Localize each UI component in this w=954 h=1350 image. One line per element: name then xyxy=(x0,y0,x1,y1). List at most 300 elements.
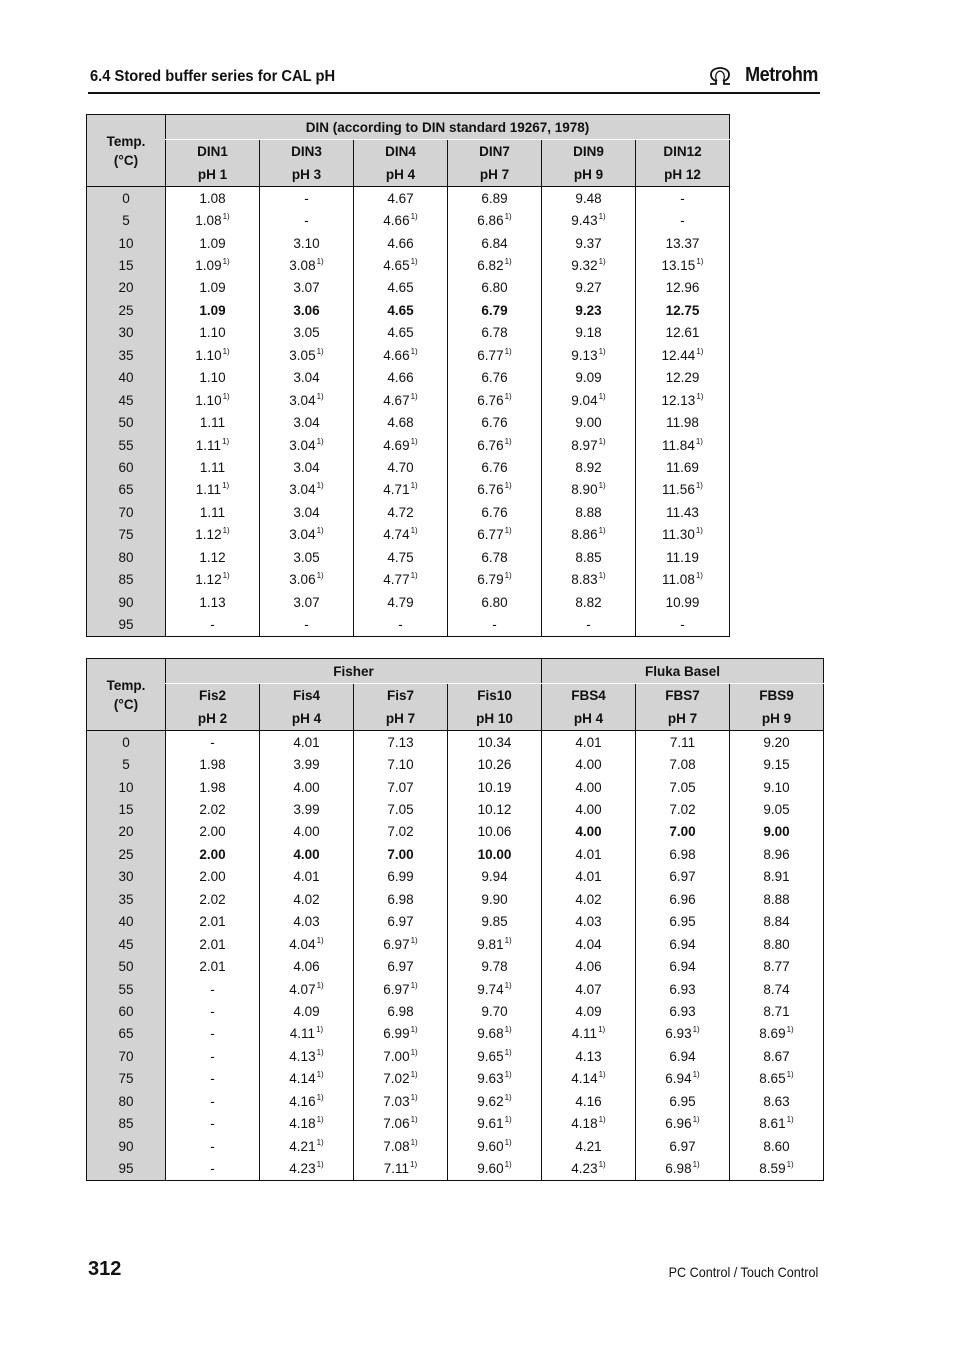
footnote-marker: 1) xyxy=(316,1047,324,1057)
value-cell: 4.02 xyxy=(260,888,354,910)
table-row xyxy=(87,753,824,775)
value-cell: 9.81$^{1)}$ xyxy=(448,933,542,955)
value-cell: 8.88 xyxy=(730,888,824,910)
table-row xyxy=(87,254,730,276)
value-cell: 2.02 xyxy=(166,888,260,910)
footnote-marker: 1) xyxy=(504,1070,512,1080)
value-cell: 9.09 xyxy=(542,367,636,389)
value-cell: 6.76 xyxy=(448,367,542,389)
value-cell: 6.95 xyxy=(636,1090,730,1112)
temp-cell: 60 xyxy=(87,1000,166,1022)
footnote-marker: 1) xyxy=(598,257,606,267)
value-cell: - xyxy=(166,978,260,1000)
temp-cell: 80 xyxy=(87,1090,166,1112)
temp-cell: 80 xyxy=(87,546,166,568)
footnote-marker: 1) xyxy=(504,481,512,491)
value-cell: - xyxy=(166,1135,260,1157)
table-row xyxy=(87,978,824,1000)
value-cell: 4.65 xyxy=(354,277,448,299)
temp-cell: 15 xyxy=(87,798,166,820)
value-cell: 6.94 xyxy=(636,955,730,977)
value-cell: 4.66 xyxy=(354,367,448,389)
value-cell: 12.29 xyxy=(636,367,730,389)
value-cell: 6.78 xyxy=(448,322,542,344)
value-cell: 7.05 xyxy=(636,776,730,798)
temp-cell: 40 xyxy=(87,911,166,933)
value-cell: 4.68 xyxy=(354,411,448,433)
value-cell: 6.80 xyxy=(448,277,542,299)
value-cell: 9.90 xyxy=(448,888,542,910)
temp-cell: 95 xyxy=(87,1157,166,1180)
table-row xyxy=(87,1045,824,1067)
footnote-marker: 1) xyxy=(410,1025,418,1035)
footnote-marker: 1) xyxy=(504,257,512,267)
value-cell: 1.98 xyxy=(166,753,260,775)
temp-cell: 85 xyxy=(87,1112,166,1134)
value-cell: 9.15 xyxy=(730,753,824,775)
value-cell: 4.67 xyxy=(354,187,448,210)
value-cell: 4.23$^{1)}$ xyxy=(260,1157,354,1180)
value-cell: 6.98 xyxy=(636,843,730,865)
value-cell: 1.12 xyxy=(166,546,260,568)
footnote-marker: 1) xyxy=(316,436,324,446)
footnote-marker: 1) xyxy=(598,391,606,401)
value-cell: 11.30$^{1)}$ xyxy=(636,524,730,546)
value-cell: 9.85 xyxy=(448,911,542,933)
value-cell: 13.37 xyxy=(636,232,730,254)
table-row xyxy=(87,911,824,933)
value-cell: 9.61$^{1)}$ xyxy=(448,1112,542,1134)
footnote-marker: 1) xyxy=(504,436,512,446)
temp-cell: 30 xyxy=(87,322,166,344)
value-cell: 10.12 xyxy=(448,798,542,820)
table-row xyxy=(87,821,824,843)
footnote-marker: 1) xyxy=(786,1070,794,1080)
value-cell: 4.65 xyxy=(354,299,448,321)
value-cell: 9.60$^{1)}$ xyxy=(448,1157,542,1180)
value-cell: 8.71 xyxy=(730,1000,824,1022)
value-cell: 6.84 xyxy=(448,232,542,254)
value-cell: 1.10$^{1)}$ xyxy=(166,344,260,366)
column-ph: pH 12 xyxy=(636,162,730,187)
temp-cell: 70 xyxy=(87,501,166,523)
value-cell: 4.65$^{1)}$ xyxy=(354,254,448,276)
table-row xyxy=(87,322,730,344)
value-cell: 9.20 xyxy=(730,731,824,754)
footnote-marker: 1) xyxy=(504,935,512,945)
footnote-marker: 1) xyxy=(316,980,324,990)
value-cell: 9.74$^{1)}$ xyxy=(448,978,542,1000)
value-cell: 4.00 xyxy=(542,776,636,798)
value-cell: 10.19 xyxy=(448,776,542,798)
fisher-fluka-buffer-table xyxy=(86,658,824,1181)
temp-cell: 85 xyxy=(87,568,166,590)
value-cell: 9.48 xyxy=(542,187,636,210)
footnote-marker: 1) xyxy=(316,391,324,401)
value-cell: 11.69 xyxy=(636,456,730,478)
value-cell: 9.62$^{1)}$ xyxy=(448,1090,542,1112)
value-cell: 7.08 xyxy=(636,753,730,775)
value-cell: 4.23$^{1)}$ xyxy=(542,1157,636,1180)
temp-cell: 70 xyxy=(87,1045,166,1067)
footnote-marker: 1) xyxy=(316,1070,324,1080)
column-ph: pH 9 xyxy=(542,162,636,187)
column-ph: pH 2 xyxy=(166,706,260,731)
temp-cell: 65 xyxy=(87,479,166,501)
temp-header xyxy=(87,659,166,731)
value-cell: - xyxy=(166,1045,260,1067)
value-cell: 7.02$^{1)}$ xyxy=(354,1068,448,1090)
value-cell: 4.66 xyxy=(354,232,448,254)
table-row xyxy=(87,367,730,389)
value-cell: 7.00 xyxy=(636,821,730,843)
value-cell: - xyxy=(354,613,448,636)
value-cell: 7.07 xyxy=(354,776,448,798)
temp-cell: 95 xyxy=(87,613,166,636)
value-cell: 8.90$^{1)}$ xyxy=(542,479,636,501)
value-cell: 1.12$^{1)}$ xyxy=(166,568,260,590)
value-cell: 4.13 xyxy=(542,1045,636,1067)
value-cell: 4.00 xyxy=(542,753,636,775)
footnote-marker: 1) xyxy=(786,1115,794,1125)
footnote-marker: 1) xyxy=(316,1092,324,1102)
temp-cell: 15 xyxy=(87,254,166,276)
footnote-marker: 1) xyxy=(410,481,418,491)
temp-cell: 55 xyxy=(87,978,166,1000)
temp-cell: 45 xyxy=(87,933,166,955)
value-cell: 8.91 xyxy=(730,866,824,888)
value-cell: 4.01 xyxy=(542,731,636,754)
value-cell: 2.01 xyxy=(166,933,260,955)
footnote-marker: 1) xyxy=(410,571,418,581)
footnote-marker: 1) xyxy=(695,571,703,581)
footnote-marker: 1) xyxy=(504,1115,512,1125)
value-cell: 9.37 xyxy=(542,232,636,254)
value-cell: - xyxy=(166,731,260,754)
footnote-marker: 1) xyxy=(786,1160,794,1170)
value-cell: 6.97$^{1)}$ xyxy=(354,978,448,1000)
footnote-marker: 1) xyxy=(410,346,418,356)
footnote-marker: 1) xyxy=(316,526,324,536)
value-cell: 10.06 xyxy=(448,821,542,843)
value-cell: 6.89 xyxy=(448,187,542,210)
value-cell: 12.75 xyxy=(636,299,730,321)
value-cell: 4.66$^{1)}$ xyxy=(354,209,448,231)
footnote-marker: 1) xyxy=(410,1137,418,1147)
value-cell: 2.00 xyxy=(166,866,260,888)
temp-cell: 25 xyxy=(87,843,166,865)
column-name: DIN7 xyxy=(448,140,542,163)
value-cell: 4.66$^{1)}$ xyxy=(354,344,448,366)
footnote-marker: 1) xyxy=(316,346,324,356)
table-row xyxy=(87,524,730,546)
section-title: 6.4 Stored buffer series for CAL pH xyxy=(90,68,336,85)
value-cell: 4.71$^{1)}$ xyxy=(354,479,448,501)
footnote-marker: 1) xyxy=(504,526,512,536)
value-cell: 2.01 xyxy=(166,911,260,933)
value-cell: 6.76$^{1)}$ xyxy=(448,389,542,411)
footnote-marker: 1) xyxy=(316,571,324,581)
value-cell: 4.00 xyxy=(260,843,354,865)
value-cell: 9.32$^{1)}$ xyxy=(542,254,636,276)
footnote-marker: 1) xyxy=(696,257,704,267)
value-cell: 1.10$^{1)}$ xyxy=(166,389,260,411)
temp-cell: 10 xyxy=(87,232,166,254)
temp-cell: 55 xyxy=(87,434,166,456)
temp-cell: 30 xyxy=(87,866,166,888)
footnote-marker: 1) xyxy=(598,212,606,222)
footnote-marker: 1) xyxy=(222,257,230,267)
table-row xyxy=(87,501,730,523)
value-cell: - xyxy=(260,613,354,636)
value-cell: 9.18 xyxy=(542,322,636,344)
footnote-marker: 1) xyxy=(222,346,230,356)
footnote-marker: 1) xyxy=(692,1025,700,1035)
value-cell: 11.84$^{1)}$ xyxy=(636,434,730,456)
value-cell: 1.10 xyxy=(166,367,260,389)
footnote-marker: 1) xyxy=(410,1070,418,1080)
value-cell: 1.11 xyxy=(166,501,260,523)
value-cell: 4.00 xyxy=(542,821,636,843)
value-cell: 4.21$^{1)}$ xyxy=(260,1135,354,1157)
value-cell: 8.60 xyxy=(730,1135,824,1157)
value-cell: 8.92 xyxy=(542,456,636,478)
value-cell: 6.78 xyxy=(448,546,542,568)
value-cell: 12.61 xyxy=(636,322,730,344)
table-row xyxy=(87,568,730,590)
footnote-marker: 1) xyxy=(696,391,704,401)
page-number: 312 xyxy=(88,1258,122,1280)
column-ph: pH 10 xyxy=(448,706,542,731)
value-cell: 9.60$^{1)}$ xyxy=(448,1135,542,1157)
footnote-marker: 1) xyxy=(504,571,512,581)
value-cell: - xyxy=(260,187,354,210)
value-cell: 4.13$^{1)}$ xyxy=(260,1045,354,1067)
value-cell: 3.07 xyxy=(260,277,354,299)
footnote-marker: 1) xyxy=(598,571,606,581)
column-ph: pH 4 xyxy=(260,706,354,731)
value-cell: 6.97 xyxy=(354,955,448,977)
footnote-marker: 1) xyxy=(598,1160,606,1170)
value-cell: 8.59$^{1)}$ xyxy=(730,1157,824,1180)
footnote-marker: 1) xyxy=(410,257,418,267)
temp-cell: 75 xyxy=(87,524,166,546)
value-cell: 8.74 xyxy=(730,978,824,1000)
value-cell: 4.01 xyxy=(260,866,354,888)
footnote-marker: 1) xyxy=(504,980,512,990)
value-cell: 6.96 xyxy=(636,888,730,910)
value-cell: 4.72 xyxy=(354,501,448,523)
value-cell: 4.75 xyxy=(354,546,448,568)
value-cell: - xyxy=(166,1068,260,1090)
value-cell: - xyxy=(166,1023,260,1045)
value-cell: 1.09$^{1)}$ xyxy=(166,254,260,276)
value-cell: 3.04$^{1)}$ xyxy=(260,479,354,501)
value-cell: 3.04 xyxy=(260,411,354,433)
footnote-marker: 1) xyxy=(410,391,418,401)
value-cell: - xyxy=(260,209,354,231)
value-cell: 4.01 xyxy=(542,843,636,865)
temp-cell: 0 xyxy=(87,731,166,754)
temp-header-label: Temp. xyxy=(106,133,146,149)
table-row xyxy=(87,731,824,754)
value-cell: 6.94 xyxy=(636,933,730,955)
table-row xyxy=(87,1000,824,1022)
value-cell: 3.10 xyxy=(260,232,354,254)
value-cell: 11.98 xyxy=(636,411,730,433)
value-cell: 10.34 xyxy=(448,731,542,754)
value-cell: 11.43 xyxy=(636,501,730,523)
footnote-marker: 1) xyxy=(222,391,230,401)
value-cell: 3.05$^{1)}$ xyxy=(260,344,354,366)
value-cell: 3.99 xyxy=(260,798,354,820)
value-cell: 6.94$^{1)}$ xyxy=(636,1068,730,1090)
value-cell: 6.97 xyxy=(636,1135,730,1157)
value-cell: 4.06 xyxy=(260,955,354,977)
value-cell: 4.01 xyxy=(542,866,636,888)
table-row xyxy=(87,955,824,977)
value-cell: 6.94 xyxy=(636,1045,730,1067)
value-cell: 1.08$^{1)}$ xyxy=(166,209,260,231)
value-cell: 6.77$^{1)}$ xyxy=(448,524,542,546)
table-row xyxy=(87,277,730,299)
footnote-marker: 1) xyxy=(222,212,230,222)
footnote-marker: 1) xyxy=(316,1115,324,1125)
value-cell: 8.61$^{1)}$ xyxy=(730,1112,824,1134)
table-row xyxy=(87,232,730,254)
footnote-marker: 1) xyxy=(786,1025,794,1035)
footnote-marker: 1) xyxy=(222,436,230,446)
value-cell: 6.93 xyxy=(636,1000,730,1022)
value-cell: 3.08$^{1)}$ xyxy=(260,254,354,276)
value-cell: 6.80 xyxy=(448,591,542,613)
column-name: DIN9 xyxy=(542,140,636,163)
footnote-marker: 1) xyxy=(504,1160,512,1170)
value-cell: 4.04$^{1)}$ xyxy=(260,933,354,955)
value-cell: 9.23 xyxy=(542,299,636,321)
footnote-marker: 1) xyxy=(598,436,606,446)
value-cell: 9.70 xyxy=(448,1000,542,1022)
footnote-marker: 1) xyxy=(410,1047,418,1057)
footnote-marker: 1) xyxy=(692,1160,700,1170)
din-group-header: DIN (according to DIN standard 19267, 1978) xyxy=(166,115,730,140)
table-row xyxy=(87,344,730,366)
value-cell: 4.14$^{1)}$ xyxy=(542,1068,636,1090)
footnote-marker: 1) xyxy=(504,1047,512,1057)
value-cell: 6.97 xyxy=(636,866,730,888)
value-cell: 4.11$^{1)}$ xyxy=(260,1023,354,1045)
value-cell: 4.18$^{1)}$ xyxy=(542,1112,636,1134)
value-cell: 10.26 xyxy=(448,753,542,775)
footnote-marker: 1) xyxy=(598,526,606,536)
value-cell: 7.13 xyxy=(354,731,448,754)
value-cell: 9.78 xyxy=(448,955,542,977)
value-cell: 7.02 xyxy=(354,821,448,843)
value-cell: 4.65 xyxy=(354,322,448,344)
column-ph: pH 4 xyxy=(542,706,636,731)
footnote-marker: 1) xyxy=(692,1070,700,1080)
value-cell: - xyxy=(636,209,730,231)
value-cell: 4.11$^{1)}$ xyxy=(542,1023,636,1045)
temp-cell: 45 xyxy=(87,389,166,411)
temp-cell: 20 xyxy=(87,277,166,299)
value-cell: 4.69$^{1)}$ xyxy=(354,434,448,456)
table-row xyxy=(87,843,824,865)
temp-cell: 90 xyxy=(87,591,166,613)
table-row xyxy=(87,1157,824,1180)
value-cell: 8.82 xyxy=(542,591,636,613)
table-row xyxy=(87,591,730,613)
column-ph: pH 9 xyxy=(730,706,824,731)
value-cell: 2.00 xyxy=(166,821,260,843)
table-row xyxy=(87,187,730,210)
value-cell: 10.00 xyxy=(448,843,542,865)
value-cell: 4.79 xyxy=(354,591,448,613)
footnote-marker: 1) xyxy=(696,346,704,356)
value-cell: 6.97 xyxy=(354,911,448,933)
value-cell: 8.96 xyxy=(730,843,824,865)
value-cell: 3.04 xyxy=(260,456,354,478)
value-cell: 11.08$^{1)}$ xyxy=(636,568,730,590)
value-cell: 8.67 xyxy=(730,1045,824,1067)
value-cell: 2.01 xyxy=(166,955,260,977)
value-cell: 6.86$^{1)}$ xyxy=(448,209,542,231)
table-row xyxy=(87,1068,824,1090)
table-row xyxy=(87,479,730,501)
column-ph: pH 7 xyxy=(354,706,448,731)
value-cell: 1.11$^{1)}$ xyxy=(166,434,260,456)
value-cell: - xyxy=(166,1112,260,1134)
value-cell: 4.07 xyxy=(542,978,636,1000)
footer-product: PC Control / Touch Control xyxy=(668,1264,818,1280)
value-cell: 3.04 xyxy=(260,367,354,389)
value-cell: 6.76$^{1)}$ xyxy=(448,434,542,456)
footnote-marker: 1) xyxy=(222,481,230,491)
value-cell: 4.21 xyxy=(542,1135,636,1157)
column-name: FBS7 xyxy=(636,684,730,707)
column-name: FBS4 xyxy=(542,684,636,707)
footnote-marker: 1) xyxy=(504,346,512,356)
temp-cell: 75 xyxy=(87,1068,166,1090)
footnote-marker: 1) xyxy=(316,1137,324,1147)
value-cell: 9.43$^{1)}$ xyxy=(542,209,636,231)
table-row xyxy=(87,1023,824,1045)
value-cell: 7.10 xyxy=(354,753,448,775)
column-name: DIN1 xyxy=(166,140,260,163)
table-row xyxy=(87,456,730,478)
column-name: Fis2 xyxy=(166,684,260,707)
footnote-marker: 1) xyxy=(692,1115,700,1125)
column-ph: pH 7 xyxy=(636,706,730,731)
brand-logo xyxy=(707,64,818,87)
footnote-marker: 1) xyxy=(410,935,418,945)
value-cell: 3.04$^{1)}$ xyxy=(260,389,354,411)
temp-cell: 25 xyxy=(87,299,166,321)
table-row xyxy=(87,209,730,231)
value-cell: 9.04$^{1)}$ xyxy=(542,389,636,411)
footnote-marker: 1) xyxy=(222,526,230,536)
value-cell: 6.97$^{1)}$ xyxy=(354,933,448,955)
value-cell: 3.04$^{1)}$ xyxy=(260,524,354,546)
column-name: Fis7 xyxy=(354,684,448,707)
value-cell: 8.86$^{1)}$ xyxy=(542,524,636,546)
value-cell: 8.80 xyxy=(730,933,824,955)
value-cell: 4.00 xyxy=(260,776,354,798)
footnote-marker: 1) xyxy=(504,1025,512,1035)
value-cell: 7.03$^{1)}$ xyxy=(354,1090,448,1112)
column-ph: pH 7 xyxy=(448,162,542,187)
table-row xyxy=(87,411,730,433)
